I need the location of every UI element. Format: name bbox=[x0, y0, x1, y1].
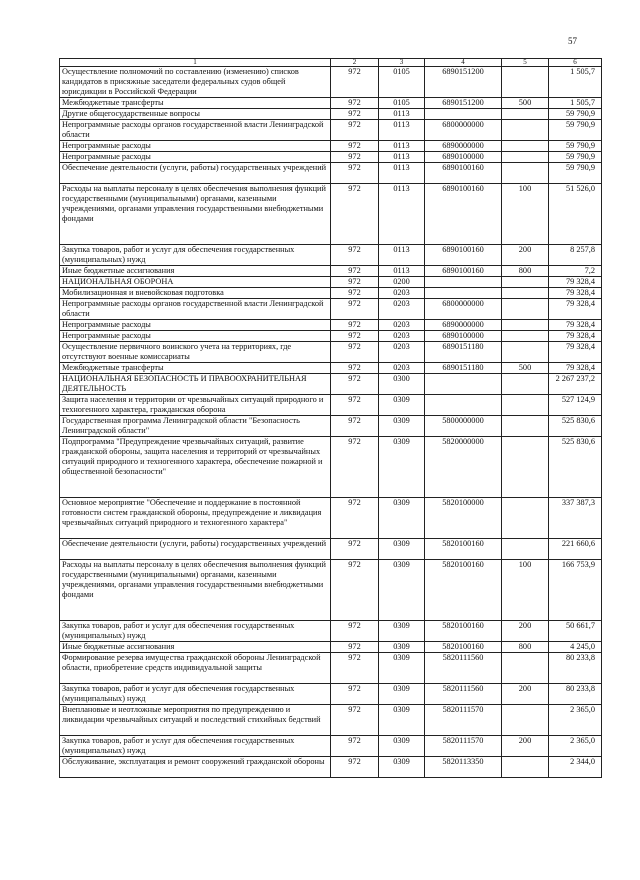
row-name-cell: Обслуживание, эксплуатация и ремонт сооружений гражданской обороны bbox=[60, 757, 331, 778]
column-number: 4 bbox=[425, 59, 502, 67]
table-row bbox=[60, 299, 602, 320]
column-number: 5 bbox=[502, 59, 549, 67]
row-ved-cell: 972 bbox=[331, 498, 379, 539]
row-name-cell: Закупка товаров, работ и услуг для обеспечения государственных (муниципальных) нужд bbox=[60, 684, 331, 705]
table-row bbox=[60, 342, 602, 363]
row-amount-cell: 221 660,6 bbox=[549, 539, 602, 560]
row-ved-cell: 972 bbox=[331, 109, 379, 120]
table-row bbox=[60, 288, 602, 299]
row-section-cell: 0309 bbox=[379, 560, 425, 621]
row-name-cell: Обеспечение деятельности (услуги, работы) государственных учреждений bbox=[60, 163, 331, 184]
table-row bbox=[60, 98, 602, 109]
row-target-code-cell bbox=[425, 277, 502, 288]
row-ved-cell: 972 bbox=[331, 395, 379, 416]
row-section-cell: 0300 bbox=[379, 374, 425, 395]
row-ved-cell: 972 bbox=[331, 736, 379, 757]
row-amount-cell: 80 233,8 bbox=[549, 653, 602, 684]
table-row bbox=[60, 245, 602, 266]
row-ved-cell: 972 bbox=[331, 331, 379, 342]
row-name-cell: Непрограммные расходы bbox=[60, 141, 331, 152]
row-section-cell: 0203 bbox=[379, 288, 425, 299]
row-section-cell: 0203 bbox=[379, 299, 425, 320]
row-name-cell: Подпрограмма "Предупреждение чрезвычайных ситуаций, развитие гражданской обороны, защита населения и территорий от чрезвычайных ситуаций природного и техногенного характера, обеспечение пожарной и общественной безопасности" bbox=[60, 437, 331, 498]
row-amount-cell: 337 387,3 bbox=[549, 498, 602, 539]
row-expense-type-cell bbox=[502, 320, 549, 331]
table-row bbox=[60, 277, 602, 288]
row-amount-cell: 2 365,0 bbox=[549, 736, 602, 757]
row-section-cell: 0309 bbox=[379, 684, 425, 705]
row-amount-cell: 59 790,9 bbox=[549, 152, 602, 163]
table-row bbox=[60, 266, 602, 277]
row-ved-cell: 972 bbox=[331, 757, 379, 778]
row-expense-type-cell bbox=[502, 67, 549, 98]
row-ved-cell: 972 bbox=[331, 320, 379, 331]
row-section-cell: 0203 bbox=[379, 320, 425, 331]
table-row bbox=[60, 109, 602, 120]
row-target-code-cell: 5820100160 bbox=[425, 539, 502, 560]
row-amount-cell: 525 830,6 bbox=[549, 416, 602, 437]
row-amount-cell: 4 245,0 bbox=[549, 642, 602, 653]
row-amount-cell: 59 790,9 bbox=[549, 141, 602, 152]
table-row bbox=[60, 705, 602, 736]
row-expense-type-cell bbox=[502, 288, 549, 299]
table-row bbox=[60, 416, 602, 437]
row-amount-cell: 527 124,9 bbox=[549, 395, 602, 416]
row-section-cell: 0309 bbox=[379, 416, 425, 437]
row-amount-cell: 7,2 bbox=[549, 266, 602, 277]
row-expense-type-cell bbox=[502, 163, 549, 184]
row-ved-cell: 972 bbox=[331, 416, 379, 437]
row-expense-type-cell: 800 bbox=[502, 266, 549, 277]
row-amount-cell: 79 328,4 bbox=[549, 331, 602, 342]
row-name-cell: Расходы на выплаты персоналу в целях обеспечения выполнения функций государственными (муниципальными) органами, казенными учреждениями, органами управления государственными внебюджетными фондами bbox=[60, 184, 331, 245]
row-target-code-cell: 6890000000 bbox=[425, 141, 502, 152]
row-expense-type-cell bbox=[502, 437, 549, 498]
row-name-cell: Непрограммные расходы bbox=[60, 331, 331, 342]
row-name-cell: Иные бюджетные ассигнования bbox=[60, 642, 331, 653]
table-row bbox=[60, 120, 602, 141]
row-target-code-cell: 6890100000 bbox=[425, 152, 502, 163]
table-row bbox=[60, 757, 602, 778]
row-ved-cell: 972 bbox=[331, 299, 379, 320]
row-section-cell: 0113 bbox=[379, 141, 425, 152]
row-target-code-cell: 6800000000 bbox=[425, 299, 502, 320]
row-amount-cell: 2 365,0 bbox=[549, 705, 602, 736]
row-section-cell: 0309 bbox=[379, 498, 425, 539]
row-expense-type-cell bbox=[502, 416, 549, 437]
table-row bbox=[60, 437, 602, 498]
row-ved-cell: 972 bbox=[331, 705, 379, 736]
row-name-cell: Другие общегосударственные вопросы bbox=[60, 109, 331, 120]
row-ved-cell: 972 bbox=[331, 653, 379, 684]
row-amount-cell: 59 790,9 bbox=[549, 109, 602, 120]
row-target-code-cell: 6890100160 bbox=[425, 245, 502, 266]
row-name-cell: Закупка товаров, работ и услуг для обеспечения государственных (муниципальных) нужд bbox=[60, 621, 331, 642]
row-ved-cell: 972 bbox=[331, 163, 379, 184]
row-amount-cell: 525 830,6 bbox=[549, 437, 602, 498]
row-name-cell: Защита населения и территории от чрезвычайных ситуаций природного и техногенного характера, гражданская оборона bbox=[60, 395, 331, 416]
table-row bbox=[60, 395, 602, 416]
budget-table bbox=[59, 58, 602, 778]
row-section-cell: 0105 bbox=[379, 98, 425, 109]
column-number-row bbox=[60, 59, 602, 67]
row-ved-cell: 972 bbox=[331, 363, 379, 374]
row-name-cell: Непрограммные расходы bbox=[60, 320, 331, 331]
row-name-cell: Непрограммные расходы bbox=[60, 152, 331, 163]
column-number: 2 bbox=[331, 59, 379, 67]
row-target-code-cell: 6800000000 bbox=[425, 120, 502, 141]
row-section-cell: 0113 bbox=[379, 120, 425, 141]
row-expense-type-cell bbox=[502, 331, 549, 342]
row-amount-cell: 2 344,0 bbox=[549, 757, 602, 778]
row-amount-cell: 79 328,4 bbox=[549, 320, 602, 331]
column-number: 1 bbox=[60, 59, 331, 67]
row-section-cell: 0309 bbox=[379, 395, 425, 416]
row-target-code-cell: 5820111560 bbox=[425, 684, 502, 705]
table-row bbox=[60, 736, 602, 757]
row-section-cell: 0309 bbox=[379, 642, 425, 653]
row-ved-cell: 972 bbox=[331, 621, 379, 642]
row-expense-type-cell bbox=[502, 152, 549, 163]
row-amount-cell: 50 661,7 bbox=[549, 621, 602, 642]
row-name-cell: Мобилизационная и вневойсковая подготовка bbox=[60, 288, 331, 299]
table-row bbox=[60, 621, 602, 642]
row-amount-cell: 1 505,7 bbox=[549, 67, 602, 98]
row-expense-type-cell: 500 bbox=[502, 363, 549, 374]
row-ved-cell: 972 bbox=[331, 184, 379, 245]
row-expense-type-cell: 200 bbox=[502, 245, 549, 266]
row-section-cell: 0203 bbox=[379, 363, 425, 374]
row-section-cell: 0200 bbox=[379, 277, 425, 288]
row-ved-cell: 972 bbox=[331, 277, 379, 288]
row-name-cell: Закупка товаров, работ и услуг для обеспечения государственных (муниципальных) нужд bbox=[60, 736, 331, 757]
row-name-cell: Непрограммные расходы органов государственной власти Ленинградской области bbox=[60, 120, 331, 141]
row-amount-cell: 79 328,4 bbox=[549, 288, 602, 299]
row-ved-cell: 972 bbox=[331, 266, 379, 277]
row-section-cell: 0309 bbox=[379, 653, 425, 684]
row-amount-cell: 79 328,4 bbox=[549, 363, 602, 374]
row-target-code-cell: 6890100160 bbox=[425, 163, 502, 184]
row-section-cell: 0105 bbox=[379, 67, 425, 98]
row-expense-type-cell bbox=[502, 120, 549, 141]
row-section-cell: 0203 bbox=[379, 331, 425, 342]
row-target-code-cell: 5820100160 bbox=[425, 642, 502, 653]
row-section-cell: 0113 bbox=[379, 163, 425, 184]
row-target-code-cell bbox=[425, 374, 502, 395]
row-expense-type-cell bbox=[502, 705, 549, 736]
row-target-code-cell: 6890151200 bbox=[425, 67, 502, 98]
row-section-cell: 0113 bbox=[379, 245, 425, 266]
table-row bbox=[60, 363, 602, 374]
row-name-cell: Закупка товаров, работ и услуг для обеспечения государственных (муниципальных) нужд bbox=[60, 245, 331, 266]
row-ved-cell: 972 bbox=[331, 120, 379, 141]
row-section-cell: 0309 bbox=[379, 736, 425, 757]
row-target-code-cell: 6890151180 bbox=[425, 363, 502, 374]
row-expense-type-cell bbox=[502, 342, 549, 363]
table-row bbox=[60, 498, 602, 539]
row-name-cell: Формирование резерва имущества гражданской обороны Ленинградской области, приобретение средств индивидуальной защиты bbox=[60, 653, 331, 684]
page-number: 57 bbox=[568, 36, 577, 46]
row-amount-cell: 59 790,9 bbox=[549, 120, 602, 141]
row-amount-cell: 166 753,9 bbox=[549, 560, 602, 621]
column-number: 6 bbox=[549, 59, 602, 67]
table-row bbox=[60, 67, 602, 98]
table-row bbox=[60, 653, 602, 684]
row-section-cell: 0309 bbox=[379, 705, 425, 736]
row-target-code-cell: 5820113350 bbox=[425, 757, 502, 778]
table-row bbox=[60, 152, 602, 163]
row-name-cell: НАЦИОНАЛЬНАЯ ОБОРОНА bbox=[60, 277, 331, 288]
row-name-cell: Межбюджетные трансферты bbox=[60, 98, 331, 109]
table-row bbox=[60, 374, 602, 395]
row-ved-cell: 972 bbox=[331, 98, 379, 109]
row-section-cell: 0309 bbox=[379, 437, 425, 498]
row-ved-cell: 972 bbox=[331, 67, 379, 98]
table-row bbox=[60, 331, 602, 342]
table-row bbox=[60, 560, 602, 621]
table-row bbox=[60, 163, 602, 184]
row-target-code-cell: 5820100160 bbox=[425, 621, 502, 642]
row-name-cell: Внеплановые и неотложные мероприятия по предупреждению и ликвидации чрезвычайных ситуаций и последствий стихийных бедствий bbox=[60, 705, 331, 736]
row-target-code-cell: 6890000000 bbox=[425, 320, 502, 331]
row-target-code-cell bbox=[425, 109, 502, 120]
row-expense-type-cell: 800 bbox=[502, 642, 549, 653]
row-amount-cell: 79 328,4 bbox=[549, 277, 602, 288]
row-section-cell: 0203 bbox=[379, 342, 425, 363]
row-ved-cell: 972 bbox=[331, 288, 379, 299]
table-row bbox=[60, 184, 602, 245]
row-name-cell: Осуществление первичного воинского учета на территориях, где отсутствуют военные комиссариаты bbox=[60, 342, 331, 363]
row-name-cell: Межбюджетные трансферты bbox=[60, 363, 331, 374]
row-amount-cell: 1 505,7 bbox=[549, 98, 602, 109]
row-target-code-cell: 5820111570 bbox=[425, 736, 502, 757]
row-target-code-cell: 5820000000 bbox=[425, 437, 502, 498]
row-ved-cell: 972 bbox=[331, 245, 379, 266]
row-amount-cell: 51 526,0 bbox=[549, 184, 602, 245]
row-target-code-cell: 6890100000 bbox=[425, 331, 502, 342]
row-expense-type-cell bbox=[502, 539, 549, 560]
row-ved-cell: 972 bbox=[331, 642, 379, 653]
row-expense-type-cell: 200 bbox=[502, 621, 549, 642]
row-expense-type-cell: 100 bbox=[502, 184, 549, 245]
row-name-cell: Расходы на выплаты персоналу в целях обеспечения выполнения функций государственными (муниципальными) органами, казенными учреждениями, органами управления государственными внебюджетными фондами bbox=[60, 560, 331, 621]
row-ved-cell: 972 bbox=[331, 374, 379, 395]
row-expense-type-cell bbox=[502, 141, 549, 152]
table-row bbox=[60, 684, 602, 705]
row-name-cell: Основное мероприятие "Обеспечение и поддержание в постоянной готовности систем гражданской обороны, предупреждение и ликвидация чрезвычайных ситуаций природного и техногенного характера" bbox=[60, 498, 331, 539]
row-target-code-cell: 5820100160 bbox=[425, 560, 502, 621]
row-ved-cell: 972 bbox=[331, 437, 379, 498]
row-expense-type-cell bbox=[502, 374, 549, 395]
row-expense-type-cell: 200 bbox=[502, 684, 549, 705]
row-target-code-cell: 6890151200 bbox=[425, 98, 502, 109]
row-ved-cell: 972 bbox=[331, 152, 379, 163]
table-row bbox=[60, 320, 602, 331]
row-ved-cell: 972 bbox=[331, 342, 379, 363]
row-ved-cell: 972 bbox=[331, 560, 379, 621]
row-target-code-cell: 6890100160 bbox=[425, 184, 502, 245]
row-section-cell: 0309 bbox=[379, 539, 425, 560]
table-row bbox=[60, 539, 602, 560]
row-expense-type-cell bbox=[502, 109, 549, 120]
row-amount-cell: 79 328,4 bbox=[549, 342, 602, 363]
table-row bbox=[60, 642, 602, 653]
row-amount-cell: 2 267 237,2 bbox=[549, 374, 602, 395]
row-section-cell: 0113 bbox=[379, 266, 425, 277]
row-expense-type-cell bbox=[502, 653, 549, 684]
row-ved-cell: 972 bbox=[331, 141, 379, 152]
row-expense-type-cell bbox=[502, 395, 549, 416]
row-target-code-cell bbox=[425, 288, 502, 299]
row-section-cell: 0309 bbox=[379, 757, 425, 778]
row-name-cell: НАЦИОНАЛЬНАЯ БЕЗОПАСНОСТЬ И ПРАВООХРАНИТЕЛЬНАЯ ДЕЯТЕЛЬНОСТЬ bbox=[60, 374, 331, 395]
row-expense-type-cell bbox=[502, 757, 549, 778]
row-amount-cell: 8 257,8 bbox=[549, 245, 602, 266]
row-target-code-cell: 6890151180 bbox=[425, 342, 502, 363]
row-name-cell: Осуществление полномочий по составлению (изменению) списков кандидатов в присяжные заседатели федеральных судов общей юрисдикции в Российской Федерации bbox=[60, 67, 331, 98]
row-expense-type-cell bbox=[502, 498, 549, 539]
row-expense-type-cell: 500 bbox=[502, 98, 549, 109]
table-row bbox=[60, 141, 602, 152]
row-name-cell: Непрограммные расходы органов государственной власти Ленинградской области bbox=[60, 299, 331, 320]
row-section-cell: 0113 bbox=[379, 109, 425, 120]
row-target-code-cell: 5800000000 bbox=[425, 416, 502, 437]
column-number: 3 bbox=[379, 59, 425, 67]
row-amount-cell: 79 328,4 bbox=[549, 299, 602, 320]
row-expense-type-cell bbox=[502, 277, 549, 288]
row-expense-type-cell bbox=[502, 299, 549, 320]
row-amount-cell: 80 233,8 bbox=[549, 684, 602, 705]
row-name-cell: Обеспечение деятельности (услуги, работы) государственных учреждений bbox=[60, 539, 331, 560]
row-section-cell: 0113 bbox=[379, 184, 425, 245]
row-ved-cell: 972 bbox=[331, 539, 379, 560]
row-target-code-cell: 6890100160 bbox=[425, 266, 502, 277]
row-target-code-cell bbox=[425, 395, 502, 416]
row-name-cell: Иные бюджетные ассигнования bbox=[60, 266, 331, 277]
row-target-code-cell: 5820111560 bbox=[425, 653, 502, 684]
row-expense-type-cell: 200 bbox=[502, 736, 549, 757]
row-amount-cell: 59 790,9 bbox=[549, 163, 602, 184]
row-target-code-cell: 5820111570 bbox=[425, 705, 502, 736]
row-name-cell: Государственная программа Ленинградской области "Безопасность Ленинградской области" bbox=[60, 416, 331, 437]
row-section-cell: 0309 bbox=[379, 621, 425, 642]
row-ved-cell: 972 bbox=[331, 684, 379, 705]
row-section-cell: 0113 bbox=[379, 152, 425, 163]
row-expense-type-cell: 100 bbox=[502, 560, 549, 621]
row-target-code-cell: 5820100000 bbox=[425, 498, 502, 539]
